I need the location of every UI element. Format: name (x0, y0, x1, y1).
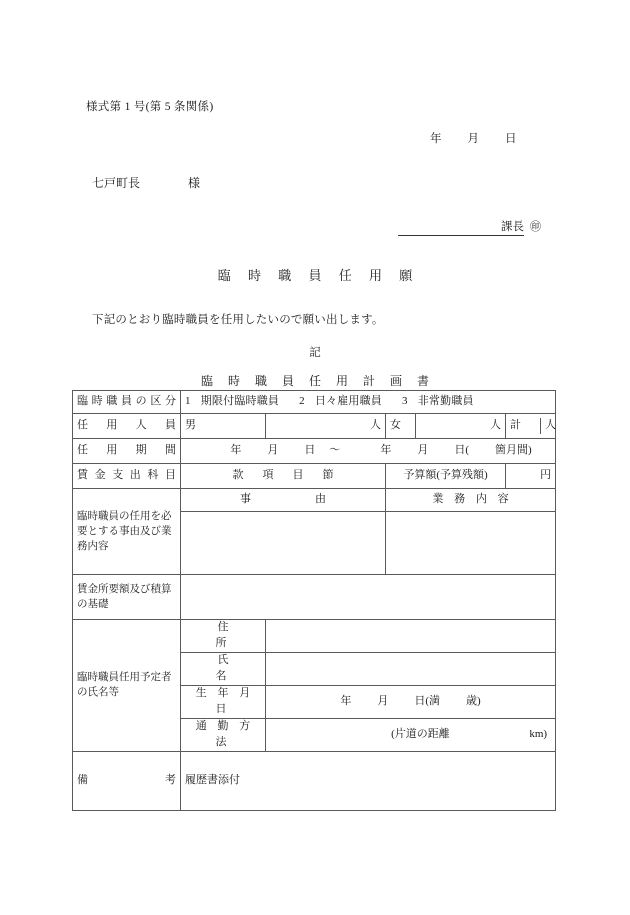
kubun-option3-number[interactable]: 3 (402, 395, 408, 408)
commute-distance-unit: km) (529, 727, 548, 740)
appointment-plan-table (72, 390, 556, 811)
kubun-option1-label[interactable]: 期限付臨時職員 (200, 395, 280, 408)
lead-text: 下記のとおり臨時職員を任用したいので願い出します。 (92, 314, 384, 326)
kubun-option1-number[interactable]: 1 (185, 395, 191, 408)
total-unit: 人 (545, 419, 556, 432)
table-row (73, 575, 556, 620)
addressee-name: 七戸町長 (92, 176, 141, 190)
table-row (73, 464, 556, 489)
reason-field[interactable] (181, 512, 386, 575)
chingin-field[interactable] (181, 575, 556, 620)
kamoku-accounts[interactable]: 款 項 目 節 (181, 464, 386, 489)
table-row (73, 751, 556, 810)
table-row (73, 391, 556, 414)
female-unit: 人 (490, 419, 501, 432)
date-year-label: 年 (430, 133, 442, 145)
person-label: 臨時職員任用予定者の氏名等 (73, 620, 181, 752)
date-day-label: 日 (505, 133, 517, 145)
page-title: 臨 時 職 員 任 用 願 (217, 268, 420, 283)
kamoku-label: 賃金支出科目 (73, 464, 181, 489)
kikan-tilde: ～ (329, 444, 341, 457)
birth-month: 月 (377, 694, 389, 707)
address-label: 住 所 (181, 620, 266, 653)
name-field[interactable] (266, 652, 556, 685)
chingin-label: 賃金所要額及び積算の基礎 (73, 575, 181, 620)
table-row (73, 439, 556, 464)
reason-header: 事 由 (181, 489, 386, 512)
commute-label: 通 勤 方 法 (181, 718, 266, 751)
kikan-months: 箇月間) (495, 444, 532, 457)
kikan-label: 任用期間 (73, 439, 181, 464)
kubun-option3-label[interactable]: 非常勤職員 (417, 395, 474, 408)
signature-title: 課長 (398, 218, 524, 236)
female-label: 女 (386, 414, 416, 439)
kubun-label: 臨時職員の区分 (73, 391, 181, 414)
commute-field[interactable] (266, 718, 556, 751)
total-group (506, 414, 556, 439)
table-caption: 臨 時 職 員 任 用 計 画 書 (200, 374, 435, 388)
budget-unit: 円 (540, 469, 552, 482)
kikan-field[interactable] (181, 439, 556, 464)
biko-label: 備考 (73, 751, 181, 810)
duties-field[interactable] (386, 512, 556, 575)
table-row (73, 414, 556, 439)
name-label: 氏 名 (181, 652, 266, 685)
biko-field[interactable]: 履歴書添付 (181, 751, 556, 810)
kubun-options (181, 391, 556, 414)
birth-age: 歳) (466, 694, 481, 707)
male-unit: 人 (370, 419, 381, 432)
signature-row (398, 218, 558, 236)
commute-method-value (266, 727, 391, 743)
birth-year: 年 (340, 694, 352, 707)
kikan-from-year: 年 (230, 444, 242, 457)
ninyo-ninin-label: 任用人員 (73, 414, 181, 439)
addressee (92, 174, 200, 191)
kubun-option2-number[interactable]: 2 (299, 395, 305, 408)
kikan-from-month: 月 (267, 444, 279, 457)
kikan-to-day: 日( (454, 444, 470, 457)
table-row (73, 489, 556, 512)
birth-field[interactable] (266, 685, 556, 718)
jiyu-label: 臨時職員の任用を必要とする事由及び業務内容 (73, 489, 181, 575)
total-label: 計 (506, 418, 541, 434)
address-field[interactable] (266, 620, 556, 653)
ki-mark: 記 (309, 347, 321, 359)
kikan-to-year: 年 (380, 444, 392, 457)
table-row (73, 620, 556, 653)
budget-label: 予算額(予算残額) (386, 464, 506, 489)
form-number: 様式第 1 号(第 5 条関係) (86, 101, 214, 113)
budget-amount-field[interactable] (506, 464, 556, 489)
male-label: 男 (181, 414, 266, 439)
date-line (430, 130, 517, 146)
kubun-option2-label[interactable]: 日々雇用職員 (314, 395, 383, 408)
birth-day: 日(満 (414, 694, 441, 707)
duties-header: 業 務 内 容 (386, 489, 556, 512)
addressee-honorific: 様 (188, 176, 201, 190)
seal-icon: ㊞ (530, 221, 541, 233)
date-month-label: 月 (467, 133, 479, 145)
male-count-field[interactable] (266, 414, 386, 439)
total-count-field[interactable] (541, 418, 556, 434)
birth-label: 生 年 月 日 (181, 685, 266, 718)
kikan-from-day: 日 (304, 444, 316, 457)
kikan-to-month: 月 (417, 444, 429, 457)
female-count-field[interactable] (416, 414, 506, 439)
commute-distance-label: (片道の距離 (391, 727, 450, 740)
